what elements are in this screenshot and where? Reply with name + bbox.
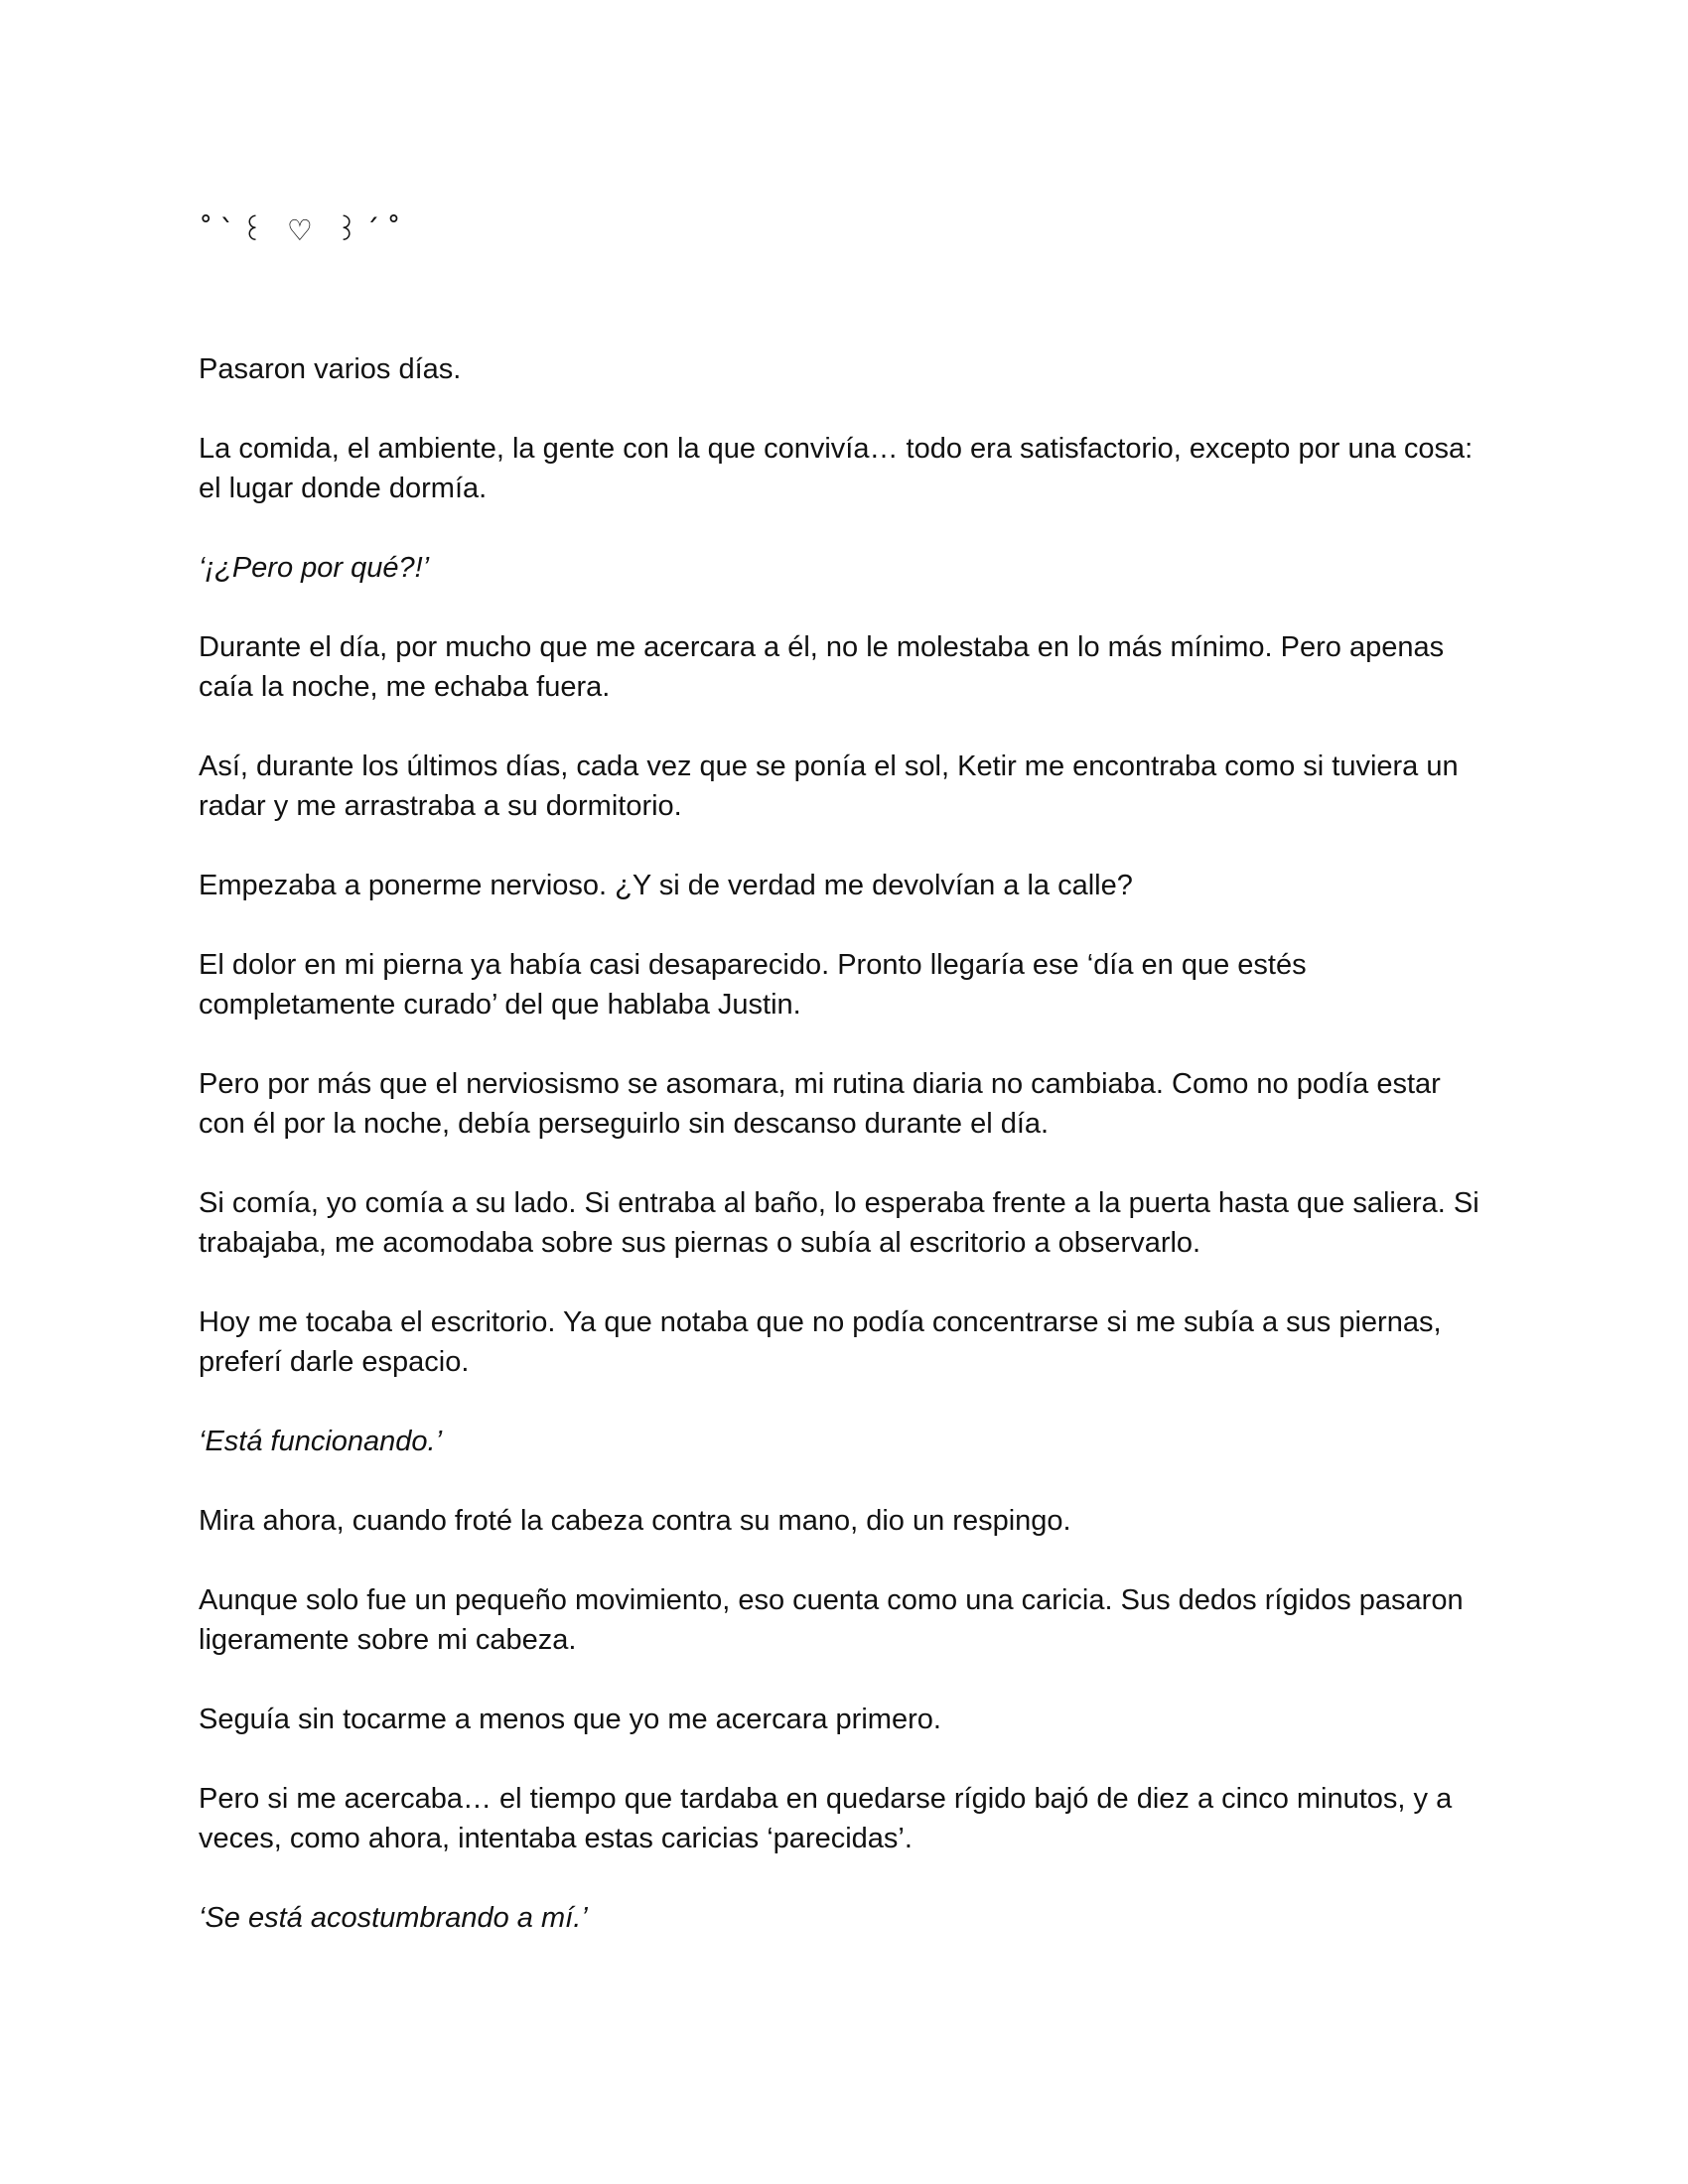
story-text [199, 349, 1489, 1978]
paragraph: Pero por más que el nerviosismo se asomara, mi rutina diaria no cambiaba. Como no podía estar con él por la noche, debía perseguirlo sin descanso durante el día. [199, 1068, 1441, 1140]
paragraph: Así, durante los últimos días, cada vez que se ponía el sol, Ketir me encontraba como si tuviera un radar y me arrastraba a su dormitorio. [199, 751, 1459, 822]
paragraph: Mira ahora, cuando froté la cabeza contra su mano, dio un respingo. [199, 1505, 1071, 1537]
inner-thought: ‘¡¿Pero por qué?!’ [199, 552, 430, 584]
heart-ornament-divider: ˚ˋ꒰ ♡ ꒱ˊ˚ [199, 213, 408, 247]
inner-thought: ‘Se está acostumbrando a mí.’ [199, 1902, 588, 1934]
paragraph: Si comía, yo comía a su lado. Si entraba al baño, lo esperaba frente a la puerta hasta que saliera. Si trabajaba, me acomodaba sobre sus piernas o subía al escritorio a observarlo. [199, 1187, 1479, 1259]
inner-thought: ‘Está funcionando.’ [199, 1426, 443, 1457]
paragraph: Pero si me acercaba… el tiempo que tardaba en quedarse rígido bajó de diez a cinco minutos, y a veces, como ahora, intentaba estas caricias ‘parecidas’. [199, 1783, 1453, 1854]
paragraph: Hoy me tocaba el escritorio. Ya que notaba que no podía concentrarse si me subía a sus piernas, preferí darle espacio. [199, 1306, 1442, 1378]
paragraph: Empezaba a ponerme nervioso. ¿Y si de verdad me devolvían a la calle? [199, 870, 1133, 901]
paragraph: Pasaron varios días. [199, 353, 462, 385]
paragraph: El dolor en mi pierna ya había casi desaparecido. Pronto llegaría ese ‘día en que estés completamente curado’ del que hablaba Justin. [199, 949, 1307, 1021]
paragraph: Seguía sin tocarme a menos que yo me acercara primero. [199, 1704, 941, 1735]
paragraph: La comida, el ambiente, la gente con la que convivía… todo era satisfactorio, excepto por una cosa: el lugar donde dormía. [199, 433, 1474, 504]
paragraph: Durante el día, por mucho que me acercara a él, no le molestaba en lo más mínimo. Pero apenas caía la noche, me echaba fuera. [199, 631, 1445, 703]
paragraph: Aunque solo fue un pequeño movimiento, eso cuenta como una caricia. Sus dedos rígidos pasaron ligeramente sobre mi cabeza. [199, 1584, 1464, 1656]
